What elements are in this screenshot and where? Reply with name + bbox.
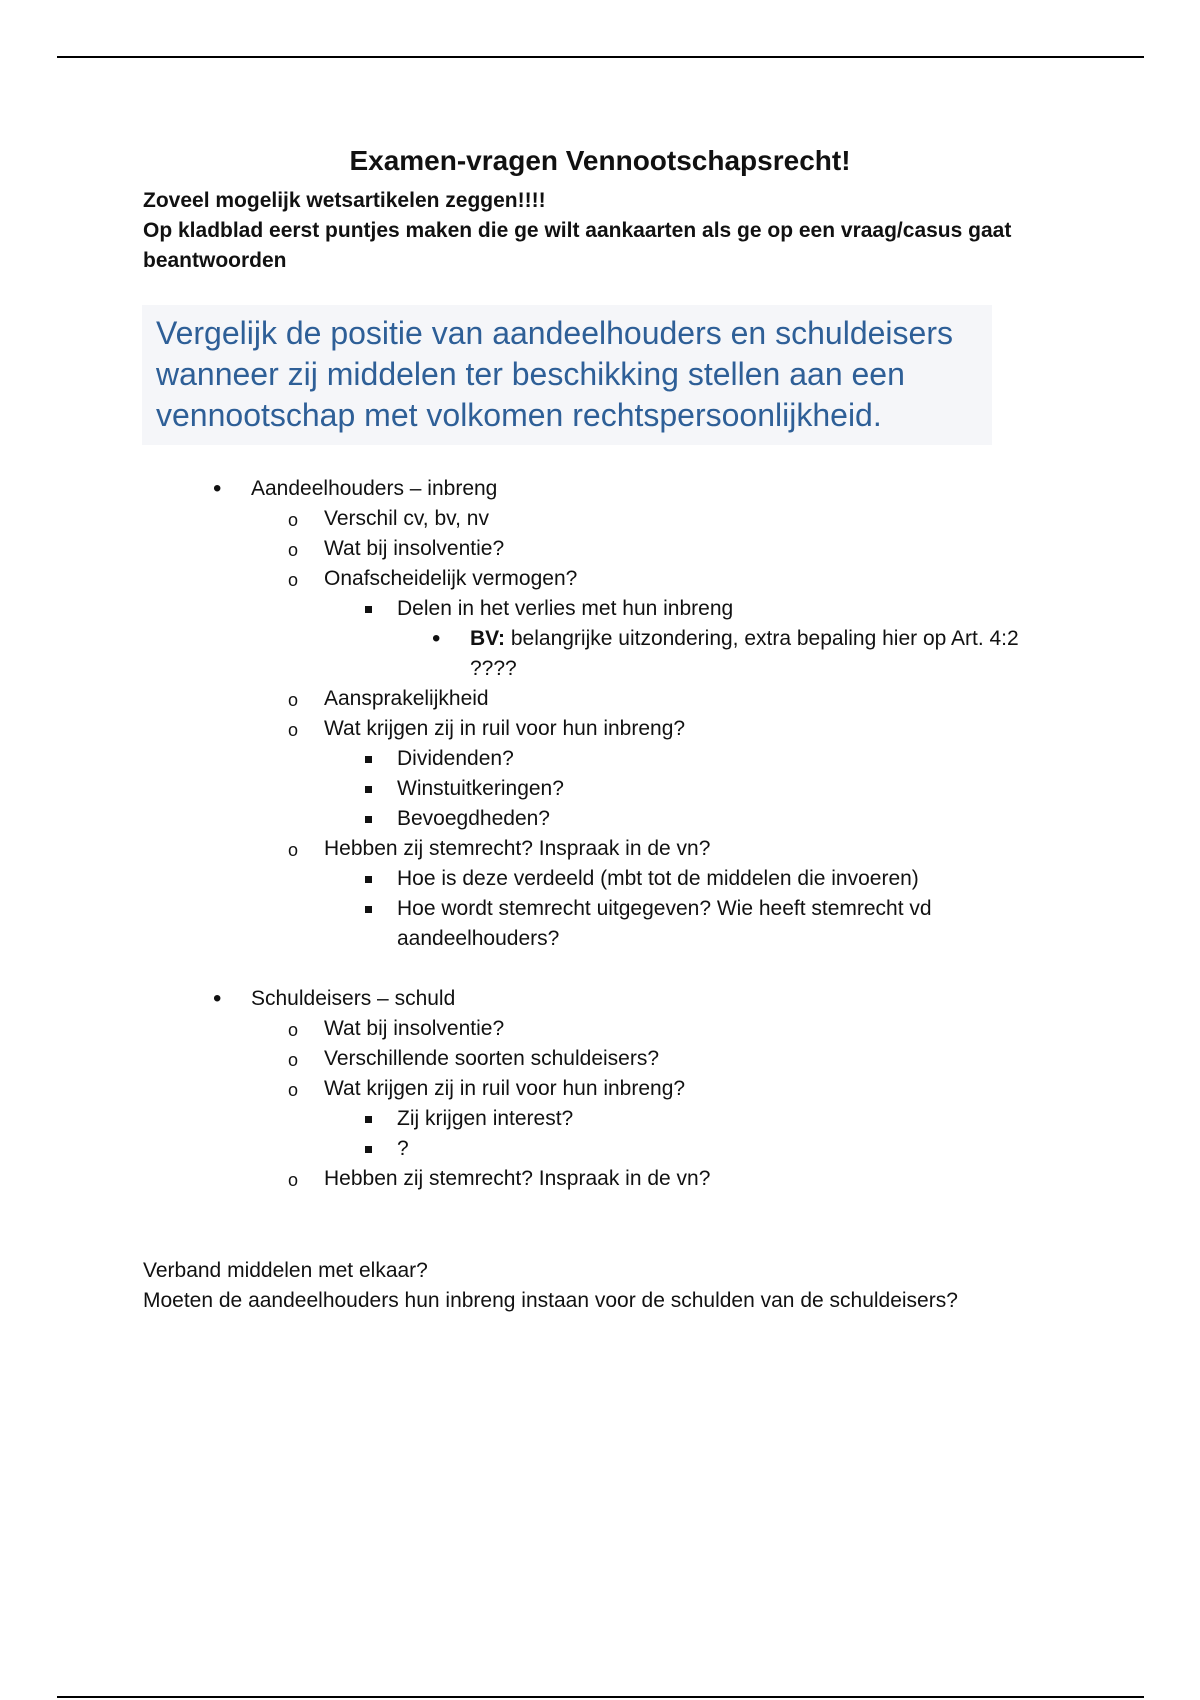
question-text: Vergelijk de positie van aandeelhouders en schuldeisers wanneer zij middelen ter beschikking stellen aan een vennootschap met volkomen rechtspersoonlijkheid. — [156, 315, 953, 433]
list-item — [213, 984, 1063, 1194]
intro-line: Zoveel mogelijk wetsartikelen zeggen!!!! — [143, 189, 546, 212]
intro-line: Op kladblad eerst puntjes maken die ge wilt aankaarten als ge op een vraag/casus gaat beantwoorden — [143, 219, 1012, 272]
list-item: o Wat bij insolventie? — [286, 534, 1063, 564]
list-item: Dividenden? — [359, 744, 1063, 774]
outline-level-1 — [213, 474, 1063, 1194]
list-item: Delen in het verlies met hun inbreng • BV: belangrijke uitzondering, extra bepaling hier op Art. 4:2 ???? — [359, 594, 1063, 684]
list-item: Hoe is deze verdeeld (mbt tot de middelen die invoeren) — [359, 864, 1063, 894]
list-item: o Verschillende soorten schuldeisers? — [286, 1044, 1063, 1074]
footer-rule — [57, 1696, 1144, 1698]
list-item: ? — [359, 1134, 1063, 1164]
list-item: Hoe wordt stemrecht uitgegeven? Wie heeft stemrecht vd aandeelhouders? — [359, 894, 1063, 954]
list-item: o Onafscheidelijk vermogen? Delen in het verlies met hun inbreng • BV: belangrijke uitzondering, extra bepaling hier op Art. 4:2 ???? — [286, 564, 1063, 684]
list-item: o Wat krijgen zij in ruil voor hun inbreng? Dividenden? Winstuitkeringen? Bevoegdheden? — [286, 714, 1063, 834]
list-item: Winstuitkeringen? — [359, 774, 1063, 804]
closing-line: Verband middelen met elkaar? — [143, 1259, 428, 1282]
question-image — [142, 305, 992, 445]
list-item: o Verschil cv, bv, nv — [286, 504, 1063, 534]
list-item: o Hebben zij stemrecht? Inspraak in de vn? Hoe is deze verdeeld (mbt tot de middelen die invoeren) Hoe wordt stemrecht uitgegeven? Wie heeft stemrecht vd aandeelhouders? — [286, 834, 1063, 954]
intro-block — [143, 186, 1043, 276]
closing-line: Moeten de aandeelhouders hun inbreng instaan voor de schulden van de schuldeisers? — [143, 1289, 958, 1312]
list-item-label: Schuldeisers – schuld — [251, 987, 456, 1010]
list-item: Zij krijgen interest? — [359, 1104, 1063, 1134]
list-item: o Wat krijgen zij in ruil voor hun inbreng? Zij krijgen interest? ? — [286, 1074, 1063, 1164]
list-item: • BV: belangrijke uitzondering, extra bepaling hier op Art. 4:2 ???? — [432, 624, 1063, 684]
closing-block — [143, 1256, 1093, 1316]
notes-outline — [213, 474, 1063, 1194]
page-title: Examen-vragen Vennootschapsrecht! — [349, 145, 851, 176]
list-item-label: Aandeelhouders – inbreng — [251, 477, 498, 500]
list-item: Bevoegdheden? — [359, 804, 1063, 834]
list-item: o Wat bij insolventie? — [286, 1014, 1063, 1044]
header-rule — [57, 56, 1144, 58]
bv-label: BV: — [470, 627, 506, 650]
list-item: o Aansprakelijkheid — [286, 684, 1063, 714]
list-item — [213, 474, 1063, 954]
list-item: o Hebben zij stemrecht? Inspraak in de vn? — [286, 1164, 1063, 1194]
